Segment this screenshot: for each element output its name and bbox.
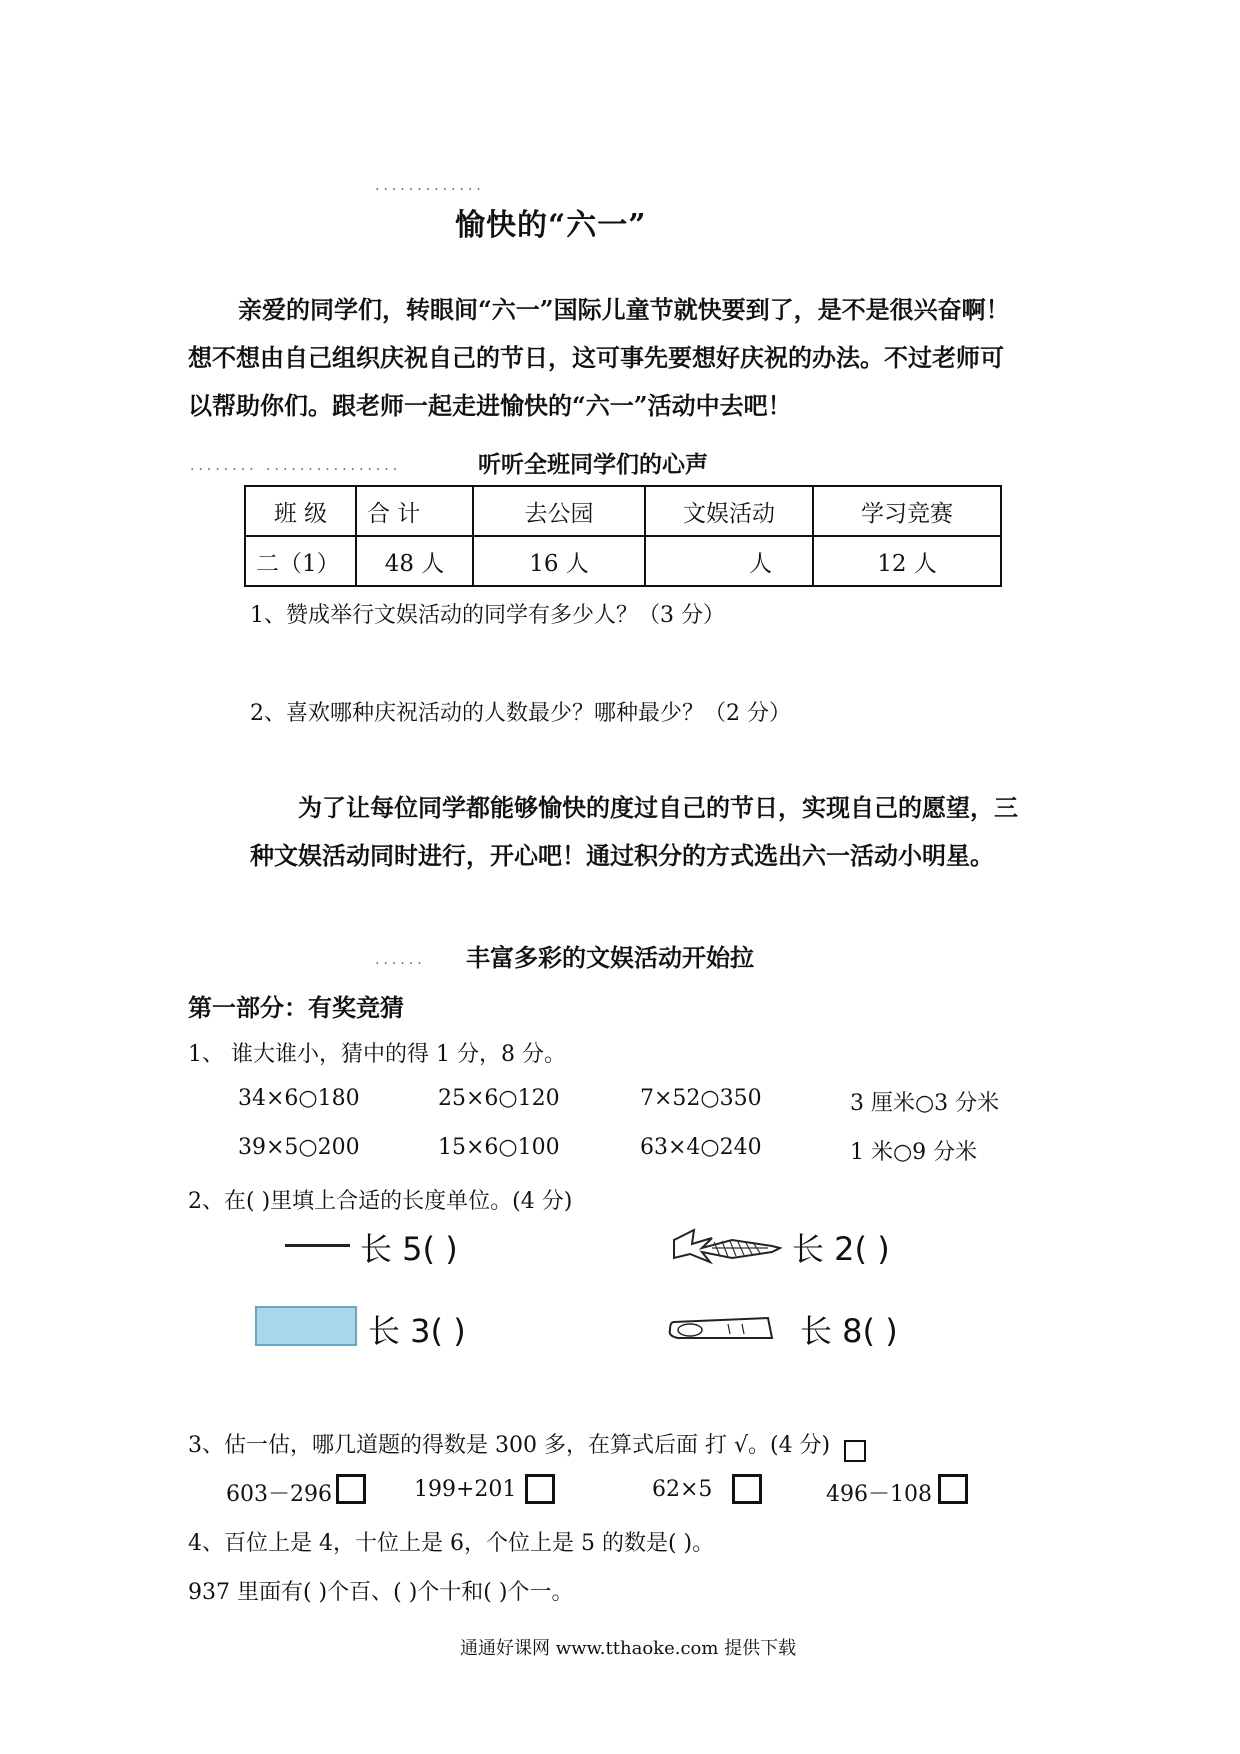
line-segment-icon [285,1244,350,1247]
corn-icon [672,1222,782,1272]
survey-table [244,485,1002,587]
answer-box[interactable] [336,1474,366,1504]
finger-icon [668,1314,778,1344]
q2-item-rectangle: 长 3( ) [368,1312,466,1350]
table-cell: 16 人 [473,536,645,586]
activity-heading: 丰富多彩的文娱活动开始拉 [466,943,754,972]
answer-box[interactable] [938,1474,968,1504]
footer-credit: 通通好课网 www.tthaoke.com 提供下载 [460,1638,797,1659]
table-header-cell: 学习竞赛 [813,486,1001,536]
question-2: 2、喜欢哪种庆祝活动的人数最少？哪种最少？（2 分） [250,701,791,726]
answer-box[interactable] [732,1474,762,1504]
intro-line-1: 亲爱的同学们，转眼间“六一”国际儿童节就快要到了，是不是很兴奋啊！ [238,295,1010,324]
blue-rectangle-icon [255,1306,357,1346]
compare-item: 34×6○180 [238,1086,360,1111]
compare-item: 15×6○100 [438,1135,560,1160]
q2-item-finger: 长 8( ) [800,1312,898,1350]
paragraph2-line-2: 种文娱活动同时进行，开心吧！通过积分的方式选出六一活动小明星。 [250,841,994,870]
table-header-cell: 合 计 [356,486,473,536]
estimate-item: 62×5 [652,1477,713,1502]
compare-item: 1 米○9 分米 [850,1140,978,1165]
answer-box[interactable] [525,1474,555,1504]
table-row [245,536,1001,586]
table-cell: 12 人 [813,536,1001,586]
compare-item: 25×6○120 [438,1086,560,1111]
intro-line-3: 以帮助你们。跟老师一起走进愉快的“六一”活动中去吧！ [188,391,792,420]
table-header-row [245,486,1001,536]
dot-marks: ........ ................ [190,458,402,474]
table-cell: 人 [645,536,813,586]
q2-item-line: 长 5( ) [360,1230,458,1268]
compare-item: 39×5○200 [238,1135,360,1160]
q2-item-corn: 长 2( ) [792,1230,890,1268]
part1-q4b: 937 里面有( )个百、( )个十和( )个一。 [188,1580,574,1605]
estimate-item: 603－296 [226,1482,332,1507]
compare-item: 7×52○350 [640,1086,762,1111]
table-cell: 48 人 [356,536,473,586]
dot-marks: ............. [375,178,485,194]
part1-q2: 2、在( )里填上合适的长度单位。(4 分) [188,1189,573,1214]
table-header-cell: 文娱活动 [645,486,813,536]
table-header-cell: 班 级 [245,486,356,536]
compare-item: 3 厘米○3 分米 [850,1091,1000,1116]
part1-label: 第一部分：有奖竞猜 [188,993,404,1022]
estimate-item: 496－108 [826,1482,932,1507]
table-cell: 二（1） [245,536,356,586]
intro-line-2: 想不想由自己组织庆祝自己的节日，这可事先要想好庆祝的办法。不过老师可 [188,343,1004,372]
part1-q4: 4、百位上是 4，十位上是 6，个位上是 5 的数是( )。 [188,1531,715,1556]
survey-heading: 听听全班同学们的心声 [478,451,708,478]
compare-item: 63×4○240 [640,1135,762,1160]
table-header-cell: 去公园 [473,486,645,536]
part1-q1: 1、 谁大谁小，猜中的得 1 分，8 分。 [188,1042,566,1067]
question-1: 1、赞成举行文娱活动的同学有多少人？（3 分） [250,603,725,628]
page-title: 愉快的“六一” [455,208,647,243]
paragraph2-line-1: 为了让每位同学都能够愉快的度过自己的节日，实现自己的愿望，三 [298,793,1018,822]
estimate-item: 199+201 [414,1477,517,1502]
checkbox-square[interactable] [844,1440,866,1462]
part1-q3: 3、估一估，哪几道题的得数是 300 多，在算式后面 打 √。(4 分) [188,1433,831,1458]
dot-marks: ...... [375,952,426,968]
